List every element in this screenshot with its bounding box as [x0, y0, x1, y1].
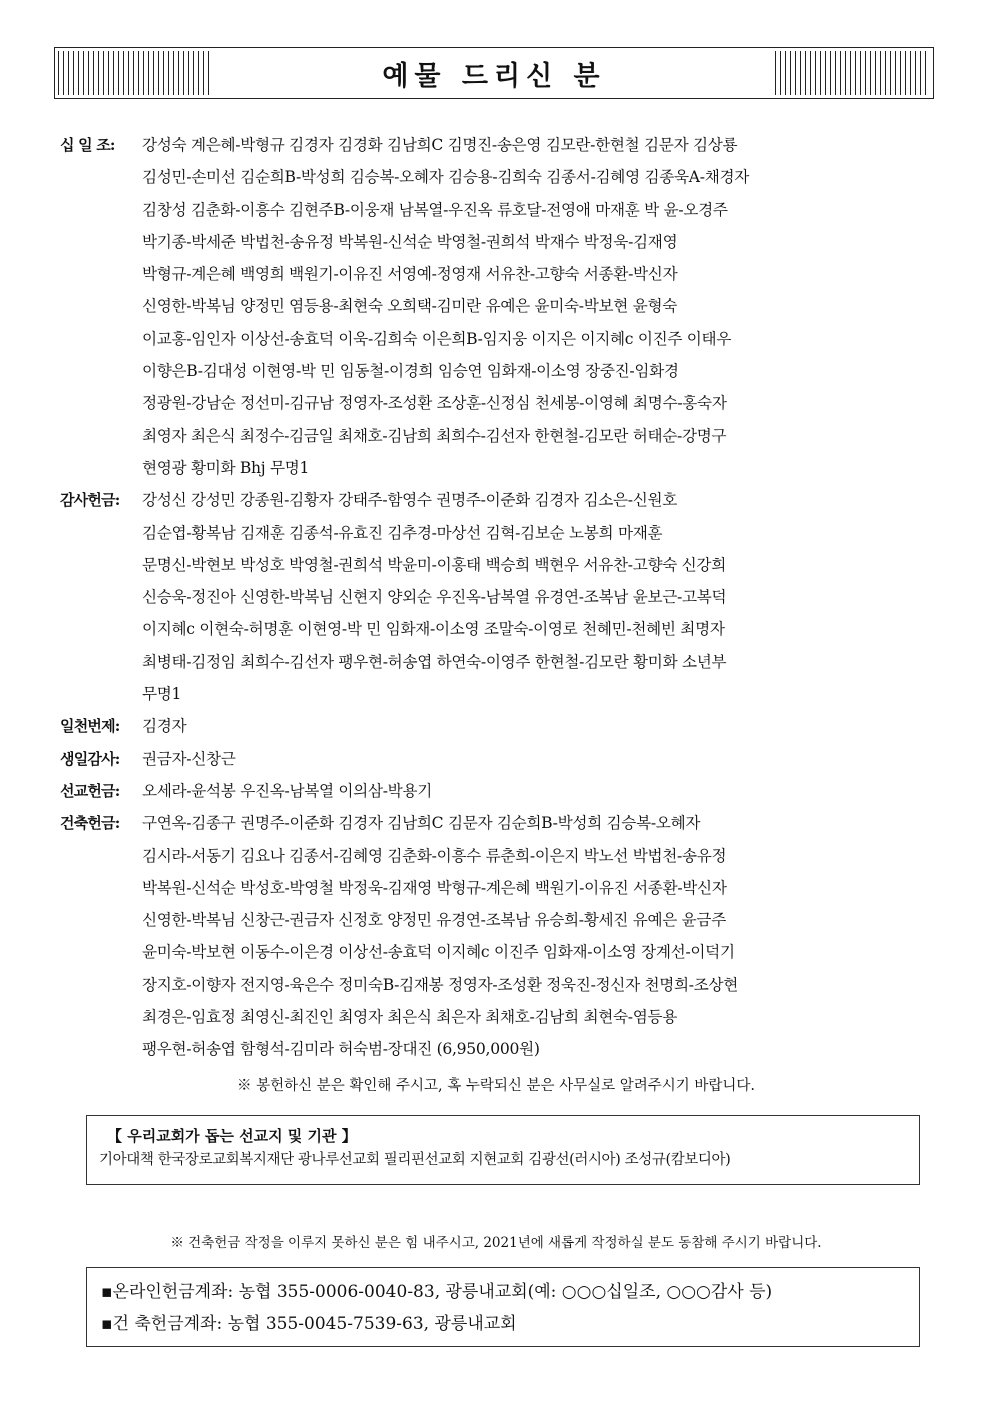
section-label: 선교헌금:: [60, 781, 120, 800]
section-building: [60, 807, 940, 1065]
section-tithe: [60, 129, 940, 484]
section-body: [142, 775, 942, 807]
mission-support-title: 【 우리교회가 돕는 선교지 및 기관 】: [107, 1127, 357, 1145]
section-label: 십 일 조:: [60, 136, 115, 154]
name-line: 이향은B-김대성 이현영-박 민 임동철-이경희 임승연 임화재-이소영 장중진-임화경: [142, 362, 679, 381]
name-line: 김성민-손미선 김순희B-박성희 김승복-오혜자 김승용-김희숙 김종서-김혜영 김종욱A-채경자: [142, 168, 749, 187]
name-line: 윤미숙-박보현 이동수-이은경 이상선-송효덕 이지혜c 이진주 임화재-이소영 장계선-이덕기: [142, 943, 735, 962]
mission-support-list: 기아대책 한국장로교회복지재단 광나루선교회 필리핀선교회 지현교회 김광선(러시아) 조성규(캄보디아): [99, 1152, 731, 1168]
name-line: 이지혜c 이현숙-허명훈 이현영-박 민 임화재-이소영 조말숙-이영로 천혜민-천혜빈 최명자: [142, 620, 725, 639]
title-decoration-right: [775, 51, 930, 95]
name-line: 현영광 황미화 Bhj 무명1: [142, 458, 310, 477]
section-body: [142, 710, 942, 742]
name-line: 오세라-윤석봉 우진옥-남복열 이의삼-박용기: [142, 781, 432, 800]
name-line: 권금자-신창근: [142, 749, 236, 768]
section-label: 생일감사:: [60, 749, 120, 768]
name-line: 김경자: [142, 717, 187, 736]
account-info-box: [86, 1267, 920, 1347]
section-mission: [60, 775, 940, 807]
section-label: 감사헌금:: [60, 491, 120, 510]
section-birthday: [60, 743, 940, 775]
online-offering-account: ▪온라인헌금계좌: 농협 355-0006-0040-83, 광릉내교회(예: ○○○십일조, ○○○감사 등): [101, 1282, 773, 1302]
section-body: [142, 484, 942, 710]
name-line: 문명신-박현보 박성호 박영철-권희석 박윤미-이홍태 백승희 백현우 서유찬-고향숙 신강희: [142, 555, 726, 574]
title-decoration-left: [58, 51, 213, 95]
name-line: 김시라-서동기 김요나 김종서-김혜영 김춘화-이흥수 류춘희-이은지 박노선 박법천-송유정: [142, 846, 727, 865]
name-line: 신영한-박복님 신창근-권금자 신정호 양정민 유경연-조복남 유승희-황세진 유예은 윤금주: [142, 911, 726, 930]
section-label: 건축헌금:: [60, 814, 120, 833]
name-line: 박복원-신석순 박성호-박영철 박정욱-김재영 박형규-계은혜 백원기-이유진 서종환-박신자: [142, 878, 727, 897]
name-line: 신영한-박복님 양정민 염등용-최현숙 오희택-김미란 유예은 윤미숙-박보현 윤형숙: [142, 297, 678, 316]
section-body: [142, 129, 942, 484]
page-title: 예물 드리신 분: [382, 60, 606, 92]
name-line: 강성숙 계은혜-박형규 김경자 김경화 김남희C 김명진-송은영 김모란-한현철 김문자 김상룡: [142, 136, 738, 154]
name-line: 최영자 최은식 최정수-김금일 최채호-김남희 최희수-김선자 한현철-김모란 허태순-강명구: [142, 426, 727, 445]
section-body: [142, 743, 942, 775]
name-line: 최병태-김정임 최희수-김선자 팽우현-허송엽 하연숙-이영주 한현철-김모란 황미화 소년부: [142, 652, 727, 671]
mission-support-box: [86, 1115, 920, 1185]
offering-sections: [60, 129, 940, 1066]
name-line: 박기종-박세준 박법천-송유정 박복원-신석순 박영철-권희석 박재수 박정욱-김재영: [142, 232, 678, 251]
name-line: 정광원-강남순 정선미-김규남 정영자-조성환 조상훈-신정심 천세봉-이영혜 최명수-홍숙자: [142, 394, 727, 413]
name-line: 장지호-이향자 전지영-육은수 정미숙B-김재봉 정영자-조성환 정욱진-정신자 천명희-조상현: [142, 975, 739, 994]
name-line: 김창성 김춘화-이흥수 김현주B-이웅재 남복열-우진옥 류호달-전영애 마재훈 박 윤-오경주: [142, 200, 728, 219]
name-line: 김순엽-황복남 김재훈 김종석-유효진 김추경-마상선 김혁-김보순 노봉희 마재훈: [142, 523, 663, 542]
section-thousand-offering: [60, 710, 940, 742]
section-thanksgiving: [60, 484, 940, 710]
confirmation-notice: ※ 봉헌하신 분은 확인해 주시고, 혹 누락되신 분은 사무실로 알려주시기 바랍니다.: [236, 1078, 756, 1094]
building-offering-account: ▪건 축헌금계좌: 농협 355-0045-7539-63, 광릉내교회: [101, 1314, 517, 1334]
name-line: 구연옥-김종구 권명주-이준화 김경자 김남희C 김문자 김순희B-박성희 김승복-오혜자: [142, 814, 701, 833]
name-line: 박형규-계은혜 백영희 백원기-이유진 서영예-정영재 서유찬-고향숙 서종환-박신자: [142, 265, 678, 284]
name-line: 신승욱-정진아 신영한-박복님 신현지 양외순 우진옥-남복열 유경연-조복남 윤보근-고복덕: [142, 588, 727, 607]
section-body: [142, 807, 942, 1065]
title-bar: [54, 47, 934, 99]
name-line: 팽우현-허송엽 함형석-김미라 허숙범-장대진 (6,950,000원): [142, 1040, 540, 1059]
name-line: 최경은-임효정 최영신-최진인 최영자 최은식 최은자 최채호-김남희 최현숙-염등용: [142, 1008, 678, 1027]
section-label: 일천번제:: [60, 717, 120, 736]
name-line: 이교홍-임인자 이상선-송효덕 이욱-김희숙 이은희B-임지웅 이지은 이지혜c 이진주 이태우: [142, 329, 732, 348]
name-line: 무명1: [142, 685, 182, 704]
name-line: 강성신 강성민 강종원-김황자 강태주-함영수 권명주-이준화 김경자 김소은-신원호: [142, 491, 678, 510]
building-pledge-notice: ※ 건축헌금 작정을 이루지 못하신 분은 힘 내주시고, 2021년에 새롭게 작정하실 분도 동참해 주시기 바랍니다.: [170, 1235, 822, 1251]
